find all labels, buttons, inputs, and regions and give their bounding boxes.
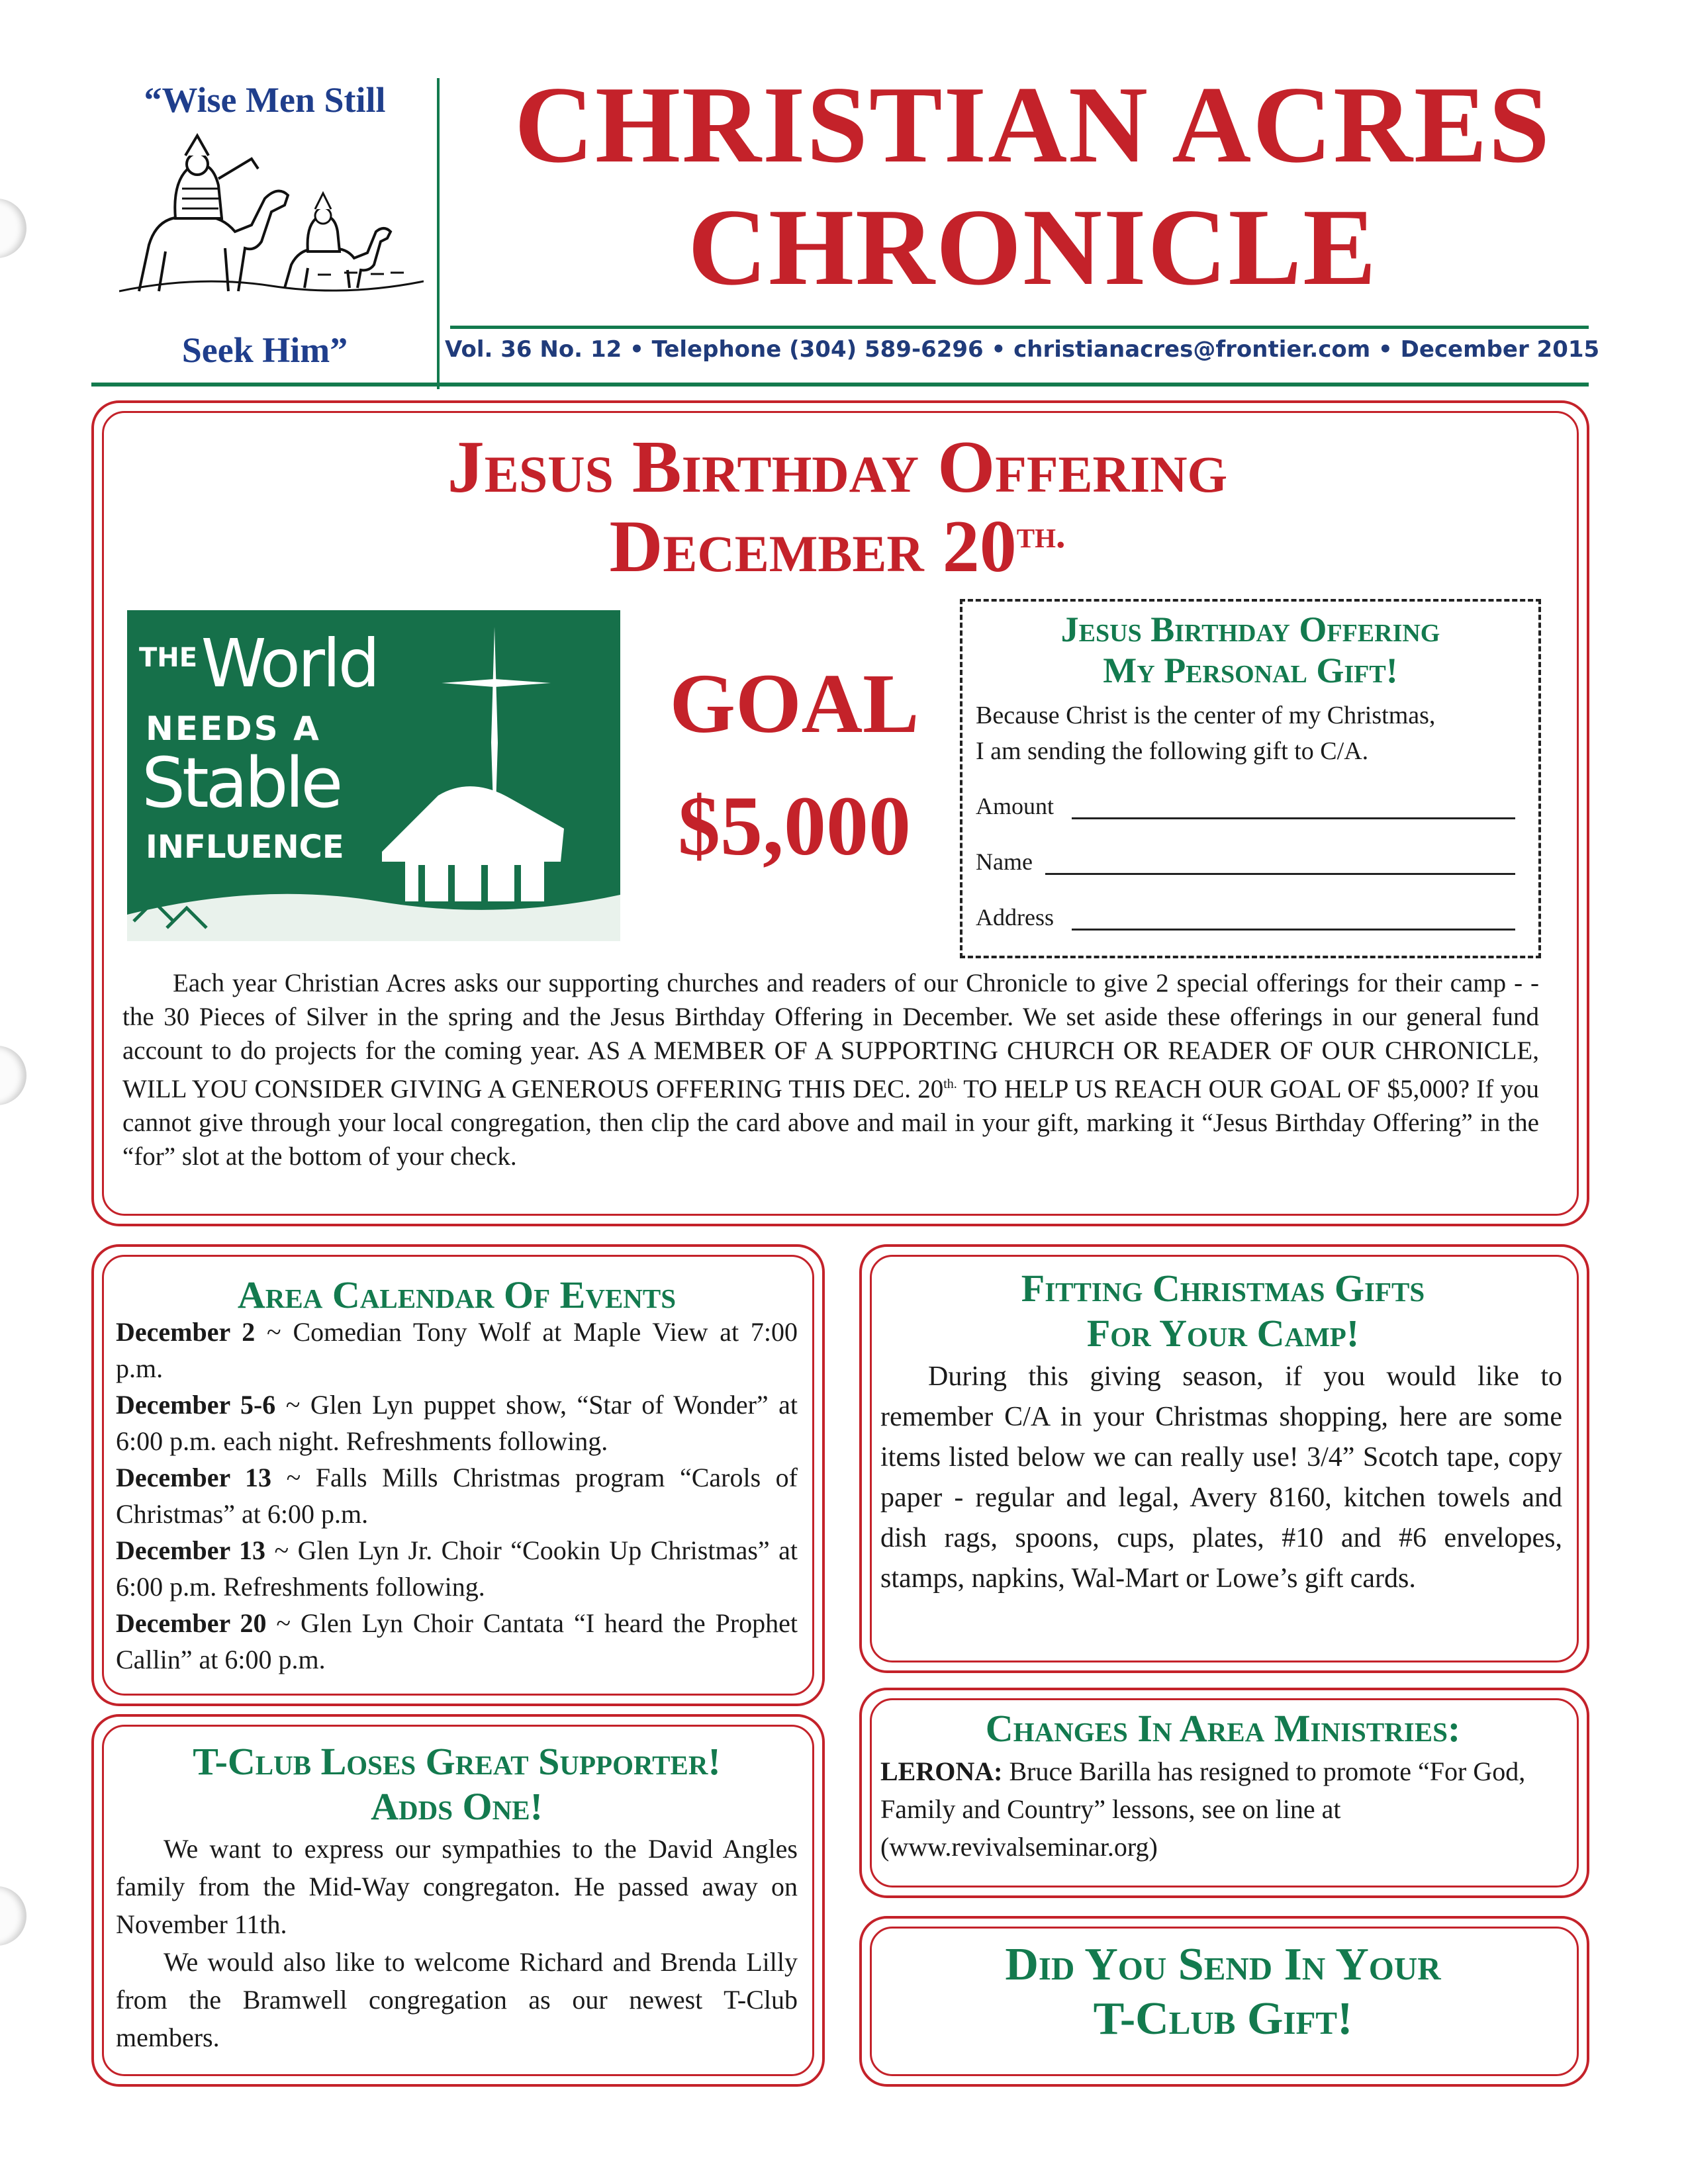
calendar-event	[116, 1459, 798, 1532]
wise-men-illustration	[119, 132, 424, 311]
offering-date: December 20	[609, 506, 1017, 588]
gifts-title-line1: Fitting Christmas Gifts	[1021, 1267, 1425, 1310]
coupon-amount-field[interactable]	[1072, 817, 1515, 819]
calendar-event-text: ~ Glen Lyn Choir Cantata “I heard the Prophet Callin” at 6:00 p.m.	[116, 1608, 798, 1674]
punch-hole-middle	[0, 1046, 26, 1105]
reminder-line2: T-Club Gift!	[1093, 1993, 1353, 2044]
offering-body	[122, 966, 1539, 1173]
coupon-address-label: Address	[976, 904, 1054, 931]
tclub-title-line2: Adds One!	[371, 1785, 543, 1828]
poster-the: THE	[139, 643, 198, 673]
coupon-text-line1: Because Christ is the center of my Christmas,	[976, 702, 1436, 729]
tclub-para2: We would also like to welcome Richard and Brenda Lilly from the Bramwell congregation as our newest T-Club members.	[116, 1947, 798, 2052]
goal-amount: $5,000	[678, 779, 911, 873]
calendar-event-text: ~ Glen Lyn puppet show, “Star of Wonder” at 6:00 p.m. each night. Refreshments following.	[116, 1390, 798, 1456]
goal-label: GOAL	[669, 657, 919, 751]
motto-top: “Wise Men Still	[144, 80, 386, 120]
gifts-title-line2: For Your Camp!	[1086, 1312, 1360, 1355]
calendar-events	[116, 1314, 798, 1678]
masthead-divider	[437, 78, 440, 389]
poster-text-line3: Stable	[142, 743, 340, 823]
coupon-name-field[interactable]	[1045, 873, 1515, 875]
info-rule-top	[450, 326, 1589, 329]
punch-hole-bottom	[0, 1886, 26, 1946]
issue-info-line: Vol. 36 No. 12 • Telephone (304) 589-6296 • christianacres@frontier.com • December 2015	[445, 336, 1600, 363]
reminder-line1: Did You Send In Your	[1005, 1939, 1441, 1990]
poster-text-line1	[139, 625, 377, 702]
gifts-body: During this giving season, if you would like to remember C/A in your Christmas shopping, here are some items listed below we can really use! 3/4” Scotch tape, copy paper - regular and legal, Avery 8160, kitchen towels and dish rags, spoons, cups, plates, #10 and #6 envelopes, stamps, napkins, Wal-Mart or Lowe’s gift cards.	[880, 1361, 1562, 1594]
offering-title-line2	[93, 506, 1582, 588]
poster-text-line4: INFLUENCE	[146, 829, 344, 866]
calendar-event-date: December 5-6	[116, 1390, 276, 1420]
offering-title-line1: Jesus Birthday Offering	[447, 426, 1228, 508]
offering-date-suffix: th.	[1016, 513, 1066, 556]
coupon-amount-label: Amount	[976, 793, 1055, 819]
stable-influence-poster	[127, 610, 620, 941]
poster-world: World	[201, 625, 378, 702]
calendar-event-date: December 13	[116, 1535, 265, 1565]
offering-body-text-after: TO HELP US REACH OUR GOAL OF $5,000? If you cannot give through your local congregation, then clip the card above and mail in your gift, marking it “Jesus Birthday Offering” in the “for” slot at the bottom of your check.	[122, 1075, 1540, 1171]
masthead-bottom-rule	[91, 383, 1589, 387]
coupon-name-label: Name	[976, 848, 1033, 875]
calendar-event	[116, 1314, 798, 1387]
coupon-address-field[interactable]	[1072, 929, 1515, 931]
ministries-title: Changes In Area Ministries:	[985, 1707, 1461, 1750]
coupon-text-line2: I am sending the following gift to C/A.	[976, 737, 1369, 765]
punch-hole-top	[0, 199, 26, 258]
newsletter-title-line2: CHRONICLE	[688, 186, 1378, 308]
coupon-title-line1: Jesus Birthday Offering	[1060, 610, 1440, 649]
gift-coupon	[960, 599, 1541, 958]
newsletter-title-line1: CHRISTIAN ACRES	[514, 64, 1551, 185]
calendar-event-text: ~ Comedian Tony Wolf at Maple View at 7:00 p.m.	[116, 1317, 798, 1383]
offering-body-sup: th.	[943, 1077, 957, 1091]
calendar-event-date: December 13	[116, 1463, 272, 1492]
calendar-event-date: December 2	[116, 1317, 256, 1347]
tclub-para1: We want to express our sympathies to the David Angles family from the Mid-Way congregaton. He passed away on November 11th.	[116, 1834, 798, 1939]
coupon-title-line2: My Personal Gift!	[1103, 651, 1398, 690]
ministries-label: LERONA:	[880, 1756, 1003, 1786]
calendar-event	[116, 1532, 798, 1605]
calendar-event-text: ~ Glen Lyn Jr. Choir “Cookin Up Christmas” at 6:00 p.m. Refreshments following.	[116, 1535, 798, 1602]
calendar-event	[116, 1387, 798, 1459]
calendar-event	[116, 1605, 798, 1678]
calendar-event-date: December 20	[116, 1608, 267, 1638]
ministries-body	[880, 1752, 1562, 1866]
poster-text-line2: NEEDS A	[146, 709, 321, 748]
offering-body-text: Each year Christian Acres asks our supporting churches and readers of our Chronicle to give 2 special offerings for their camp - - the 30 Pieces of Silver in the spring and the Jesus Birthday Offering in December. We set aside these offerings in our general fund account to do projects for the coming year. AS A MEMBER OF A SUPPORTING CHURCH OR READER OF OUR CHRONICLE, WILL YOU CONSIDER GIVING A GENEROUS OFFERING THIS DEC. 20	[122, 969, 1539, 1103]
motto-bottom: Seek Him”	[181, 330, 348, 370]
tclub-title-line1: T-Club Loses Great Supporter!	[193, 1740, 721, 1783]
calendar-title: Area Calendar Of Events	[237, 1273, 677, 1316]
calendar-event-text: ~ Falls Mills Christmas program “Carols of Christmas” at 6:00 p.m.	[116, 1463, 798, 1529]
ministries-text: Bruce Barilla has resigned to promote “For God, Family and Country” lessons, see on line at (www.revivalseminar.org)	[880, 1756, 1526, 1862]
